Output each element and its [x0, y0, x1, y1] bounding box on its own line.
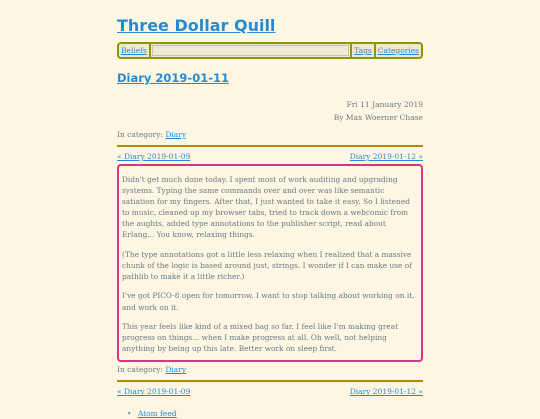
divider-rule [117, 145, 423, 147]
post-title-link[interactable]: Diary 2019-01-11 [117, 71, 229, 85]
site-title-link[interactable]: Three Dollar Quill [117, 16, 276, 35]
page-container [117, 0, 423, 419]
category-prefix: In category: [117, 130, 163, 139]
post-meta [117, 98, 423, 124]
next-post-link[interactable]: Diary 2019-01-12 » [349, 152, 423, 161]
post-paragraph: (The type annotations got a little less relaxing when I realized that a massive chunk of the logic is based around just, strings. I wonder if I can make use of pathlib to make it a little richer.) [122, 249, 412, 282]
post-paragraph: This year feels like kind of a mixed bag so far. I feel like I'm making great progress on things... when I make progress at all. Oh well, not helping anything by being up this late. Better work on sleep first. [122, 321, 399, 354]
post-body [117, 164, 423, 362]
nav-tags-link[interactable]: Tags [354, 46, 372, 55]
post-pager-top [117, 152, 423, 162]
feed-list [135, 409, 423, 419]
post-pager-bottom [117, 387, 423, 397]
divider-rule [117, 380, 423, 382]
prev-post-link[interactable]: « Diary 2019-01-09 [117, 387, 191, 397]
post-paragraph: Didn't get much done today. I spent most of work auditing and upgrading systems. Typing the same commands over and over was like semantic satiation for my fingers. After that, I just wanted to take it easy. So I listened to music, cleaned up my browser tabs, tried to track down a webcomic from the aughts, added type annotations to the publisher script, read about Erlang... You know, relaxing things. [122, 175, 410, 240]
next-post-link[interactable]: Diary 2019-01-12 » [349, 387, 423, 397]
post-category-bottom [117, 365, 423, 375]
nav-beliefs-link[interactable]: Beliefs [121, 46, 147, 55]
category-prefix: In category: [117, 365, 163, 375]
prev-post-link[interactable]: « Diary 2019-01-09 [117, 152, 191, 161]
post-date: Fri 11 January 2019 [346, 100, 423, 109]
post-category-top [117, 130, 423, 140]
category-link[interactable]: Diary [165, 365, 187, 375]
navigation-bar [117, 42, 423, 59]
list-item [135, 409, 423, 419]
nav-search-box[interactable] [152, 45, 349, 56]
nav-categories-link[interactable]: Categories [377, 46, 419, 55]
nav-divider [149, 44, 151, 57]
category-link[interactable]: Diary [165, 130, 187, 139]
post-paragraph: I've got PICO-8 open for tomorrow. I want to stop talking about working on it, and work on it. [122, 291, 415, 312]
atom-feed-link[interactable]: Atom feed [137, 409, 177, 419]
post-author: By Max Woerner Chase [333, 113, 423, 122]
